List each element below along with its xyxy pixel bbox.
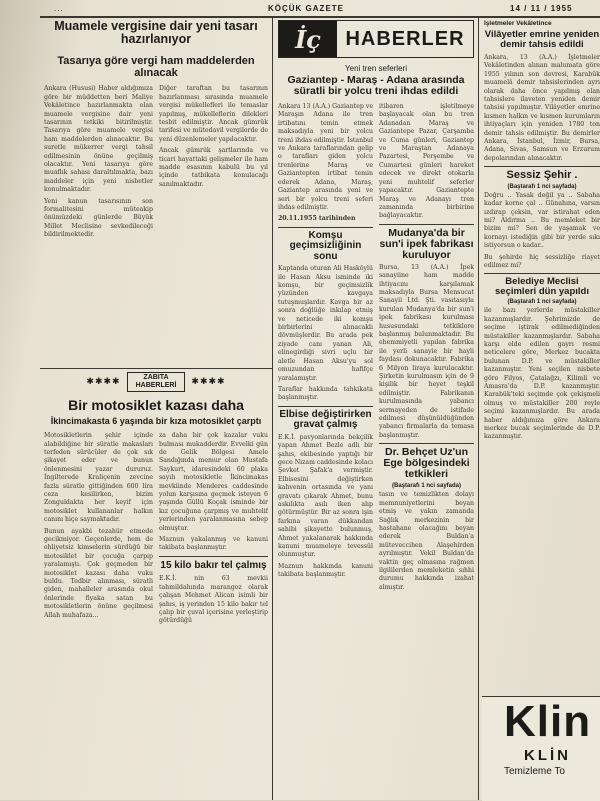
article-paragraph: Maznun yakalanmış ve kanuni takibata başlanmıştır.: [159, 536, 268, 552]
article-paragraph: Ankara, 13 (A.A.) İşletmeler Vekâletinden alınan malumata göre 1955 yılının son devresi, Karabük muamelâ demir tahsislerinden ayrı olarak daha önce yapılmış olan tahsislere ilaveten yeniden demir tahsisi yapılmıştır. Vilâyetler emrine kısmen halkın ve kısmen kurumların ihtiyaçları için yeniden 1780 ton demir tahsis edilmiştir. Bu demirler Ankara, İstanbul, İzmir, Bursa, Adana, Sivas, Samsun ve Erzurum depolarından alınacaktır.: [484, 53, 600, 162]
advertisement: [482, 696, 600, 801]
zabita-label: ZABITA HABERLERİ: [127, 372, 186, 392]
article-paragraph: za daha bir çok kazalar vuku bulması mukadderdir. Evvelki gün de Gelik Bölgesi Amele Sandığında memur olan Mustafa Saykurt, idaresindeki 60 plaka sayılı motosikletle İkincimakas mevkiinde Menderes caddesinde yolun karşısına geçmek isteyen 6 yaşında Güllü Koçak isminde bir kız çocuğuna çarpmış ve muhtelif yerlerinden yaralanmasına sebep olmuştur.: [159, 432, 268, 532]
article-paragraph: itibaren işletilmeye başlayacak olan bu tren Adanadan Maraş ve Gaziantepe Pazar, Çarşamba ve Cuma günleri, Gaziantep ve Maraştan Adanaya Pazartesi, Perşembe ve Cumartesi günleri hareket edecek ve direkt otokarla yeni muhtelif seferler yapacaktır. Gaziantepte Maraş ve Adanayı tren zamanında birbirine bağlayacaktır.: [379, 103, 474, 220]
haberler-title: HABERLER: [345, 27, 465, 50]
belediye-headline: Belediye Meclisi seçimleri dün yapıldı: [495, 276, 589, 298]
article-paragraph: Ancak gümrük şartlarında ve ticari hayattaki gelişmeler ile ham madde esasının kabulü bu yıl içinde tatbikata konulacağı sanılmaktadır.: [159, 147, 268, 188]
article-muamele: [44, 20, 268, 365]
komsu-headline: Komşu geçimsizliğinin sonu: [289, 229, 362, 262]
article-paragraph: Bu şehirde hiç sessizliğe riayet edilmez mi?: [484, 253, 600, 270]
ic-kicker: Yeni tren seferleri: [345, 64, 407, 73]
article-paragraph: E.K.İ. nin 63 mevkii tahmildahında marangoz olarak çalışan Mehmet Alican isimli bir şahıs, iş yerinden 15 kilo bakır tel çalıp bir çuval içerisine yerleştirip götürdüğü: [159, 575, 268, 625]
sessiz-headline: Sessiz Şehir .: [506, 169, 578, 182]
bakir-headline: 15 kilo bakır tel çalmış: [160, 559, 267, 571]
article-paragraph: Bunun ayakbi tezahür etmede gecikmiyor. Geçenlerde, hem de ehliyetsiz kimselerin sürdüğü bir motosiklet bir çocuğa çarpıp yaralamıştı. Çok geçmeden bir motosiklet kazası daha vuku buldu. Tedbir alınması, süratli giden, mahalleler arasında okul önlerinde fiyaka satan bu motosikletlerin önüne geçilmesi Allah muhafaza...: [44, 527, 153, 619]
star-ornament: ✱✱✱✱: [86, 377, 121, 387]
zabita-section: [44, 372, 268, 800]
elbise-headline: Elbise değiştirirken gravat çalmış: [279, 408, 372, 431]
ad-brand-small: KLİN: [524, 747, 571, 764]
article-headline: Muamele vergisine dair yeni tasarı hazırlanıyor: [54, 20, 258, 47]
article-paragraph: E.K.İ. pavyonlarında bekçilik yapan Ahmet Bezle adlı bir şahıs, ekibesinde yaptığı bir gece Nizam caddesinde kolacı Şevket Şafak'a vermiştir. Elbisesini değiştirken kahvenin ortasında ve yanı gravatı çıkarak Ahmet, bunu askılıkta asılı iken alıp götürmüştür. Bir az sonra işin farkına varan dükkandan sahibi şikayette bulunmuş, Ahmet yakalanarak hakkında kanuni muameleye tevessül olunmuştur.: [278, 433, 373, 559]
article-paragraph: Doğru .. Yasak değil ya .. Sabaha kadar korne çal .. Günahına, varsın ızdırap çeksin, var istirahat eden mi? Aldırma .. Bu memleket bir bizim mi? Sen de yaşamak ve kornayı istediğin gibi bir yerde sıkı istiyorsun o kadar..: [484, 191, 600, 250]
train-headline: Gaziantep - Maraş - Adana arasında süratli bir yolcu treni ihdas edildi: [287, 74, 465, 98]
mudanya-headline: Mudanya'da bir sun'i ipek fabrikası kuruluyor: [379, 226, 474, 261]
article-paragraph: Ankara (Hususi) Haber aldığımıza göre bir müddetten beri Maliye Vekâletince hazırlanmakta olan muamele vergisine dair yeni tasarının tetkiki bitirilmiştir. Tasarıya göre muamele vergisi ham maddelerden alınacaktır. Bu suretle mükerrer vergi tahsil edilmesinin önüne geçilmiş olacaktır. Yeni tasarıya göre muaflık sahası daraltılmakta, bazı maddeler için yeni nisbetler konulmaktadır.: [44, 85, 153, 194]
section-rule: [484, 166, 600, 167]
article-paragraph: Kaptanda oturan Ali Hasköylü ile Hasan Aksu isminde iki komşu, bir geçimsizlik yüzünden kavgaya tutuşmuşlardır. Kavga bir az sonra doğlüğe inkılap etmiş ve neticede iki komşu birbirlerini alınacaklı dövmüşlerdir. Bu arada pek ziyade canı yanan Ali, elinegirdiği sivri uçlu bir aletle Hasan Aksu'yu sol omuzundan hafifçe yaralamıştır.: [278, 265, 373, 382]
section-rule: [278, 227, 373, 228]
ad-tagline: Temizleme To: [504, 766, 565, 777]
article-paragraph: Motosikletlerin şehir içinde alabildiğine bir süratle makasları terfeden sürücüler de çok sık şikayet eder ve bunun önlenmesini yazar dururuz. İngilterede Kraliçenin zevcine fazla süratle gittiğinden 600 lira ceza kesilirken, bizim Zonguldakta her keyif için motosiklet kullananlar halkın canını hiçe saymaktadır.: [44, 432, 153, 524]
section-rule: [484, 273, 600, 274]
section-rule: [278, 406, 373, 407]
continued-note: (Baştarafı 1 nci sayfada): [391, 483, 462, 490]
article-paragraph: ile bazı yerlerde müstakiller kazanmışlardır. Şehrimizde de seçime iştirak edilmediğinden müstakiller kazanmışlardır. Sabaha karşı elde edilen gayrı resmi neticelere göre, Merkez bucakta bulunan D.P. ve müstakiller kazanmıştır. Yeni seçilen nisbete göre Filyos, Çatalağzı, Kilimli ve Amasra'da D.P. kazanmıştır. Karabük'teki seçimde çok çekişmeli olmuş ve müstakiller 200 reyle seçimi kazanmışlardır. Bu arada haber aldığımıza göre Ankara merkez bucak seçimlerinde de D.P. kazanmıştır.: [484, 307, 600, 441]
column-rule: [272, 18, 273, 800]
ic-haberler-section: [278, 20, 474, 800]
section-rule: [379, 224, 474, 225]
article-paragraph: Taraflar hakkında tahkikata başlanmıştır.: [278, 385, 373, 402]
masthead-rule: [40, 16, 600, 18]
section-rule: [379, 443, 474, 444]
article-subhead: Tasarıya göre vergi ham maddelerden alınacak: [57, 55, 255, 79]
section-rule: [40, 368, 272, 369]
ad-brand-large: Klin: [504, 697, 592, 746]
right-column: [484, 20, 600, 800]
zabita-subhead: İkincimakasta 6 yaşında bir kıza motosiklet çarptı: [50, 415, 262, 426]
top-left-fragment: ...: [54, 4, 64, 13]
article-dateline: 20.11.1955 tarihinden: [278, 215, 356, 223]
behcet-headline: Dr. Behçet Uz'un Ege bölgesindeki tetkikleri: [383, 446, 470, 481]
vilayet-headline: Vilâyetler emrine yeniden demir tahsis edildi: [484, 29, 600, 50]
article-paragraph: tasın ve temizlikten dolayı memnuniyetlerini beyan etmiş ve yakın zamanda Sağlık merkezinin bir hastahane olacağını beyan ederek Buldan'a müteveccihen Alaşehirden ayrılmıştır. Vekil Buldan'da vaktin geç olmasına rağmen ilgililerden memleketin sıhhi durumu hakkında izahat almıştır.: [379, 491, 474, 591]
article-paragraph: Ankara 13 (A.A.) Gaziantep ve Maraşın Adana ile tren irtibatını temin etmek maksadıyla yeni bir yolcu treni ihdas edilmiştir. İstanbul ve Ankara taraflarından gelip o tarafları giden yolcu trenlerine Maraş ve Gaziantepten irtibat temin ederek Adana, Maraş, Gaziantep arasında yeni ve seri bir yolcu treni seferi ihdas edilmiştir.: [278, 103, 373, 211]
zabita-headline: Bir motosiklet kazası daha: [68, 397, 244, 413]
article-paragraph: Bursa, 13 (A.A.) İpek sanayiine ham madde ihtiyacını karşılamak maksadıyla Bursa Mensucat Sanayii Ltd. Şti. vasıtasıyla kurulan Mudanya'da bir sun'i ipek fabrikası kurulması hususundaki tetkiklere başlanmış bulunmaktadır. Bu ehemmiyetli yapılan fabrika ile yerli sanayie bir hayli faydası dokunacaktır. Fabrika 6 Milyon liraya kurulacaktır. Şirketin kurulmasın için de 9 kişilik bir heyet teşkil edilmiştir. Fabrikanın kurulmasında yabancı sermayeden de istifade edilmesi düşünüldüğünden yabancı firmalarla da temasa başlanmıştır.: [379, 263, 474, 439]
section-rule: [159, 556, 268, 557]
continued-note: (Baştarafı 1 nci sayfada): [507, 299, 577, 306]
continued-note: (Baştarafı 1 nci sayfada): [507, 183, 577, 190]
vilayet-label: İşletmeler Vekâletince: [484, 20, 552, 27]
ic-haberler-banner: [278, 20, 474, 58]
ic-script-title: İç: [279, 21, 337, 57]
paper-name: KÖÇÜK GAZETE: [268, 4, 344, 13]
issue-date: 14 / 11 / 1955: [510, 4, 573, 13]
star-ornament: ✱✱✱✱: [191, 377, 226, 387]
article-paragraph: Yeni kanun tasarısının son formalitesini müteakip önümüzdeki günlerde Büyük Millet Meclisine sevkedileceği bildirilmektedir.: [44, 197, 153, 239]
article-paragraph: Diğer taraftan bu tasarının hazırlanması sırasında muamele vergisi mükellefleri ile temaslar yapılmış, mükelleflerin dilekleri tesbit edilmiştir. Ancak gümrük tarifesi ve mütedavil vergilerde de yeni düzenlemeler yapılacaktır.: [159, 85, 268, 143]
article-paragraph: Maznun hakkında kanuni takibata başlanmıştır.: [278, 562, 373, 579]
column-rule: [478, 18, 479, 800]
